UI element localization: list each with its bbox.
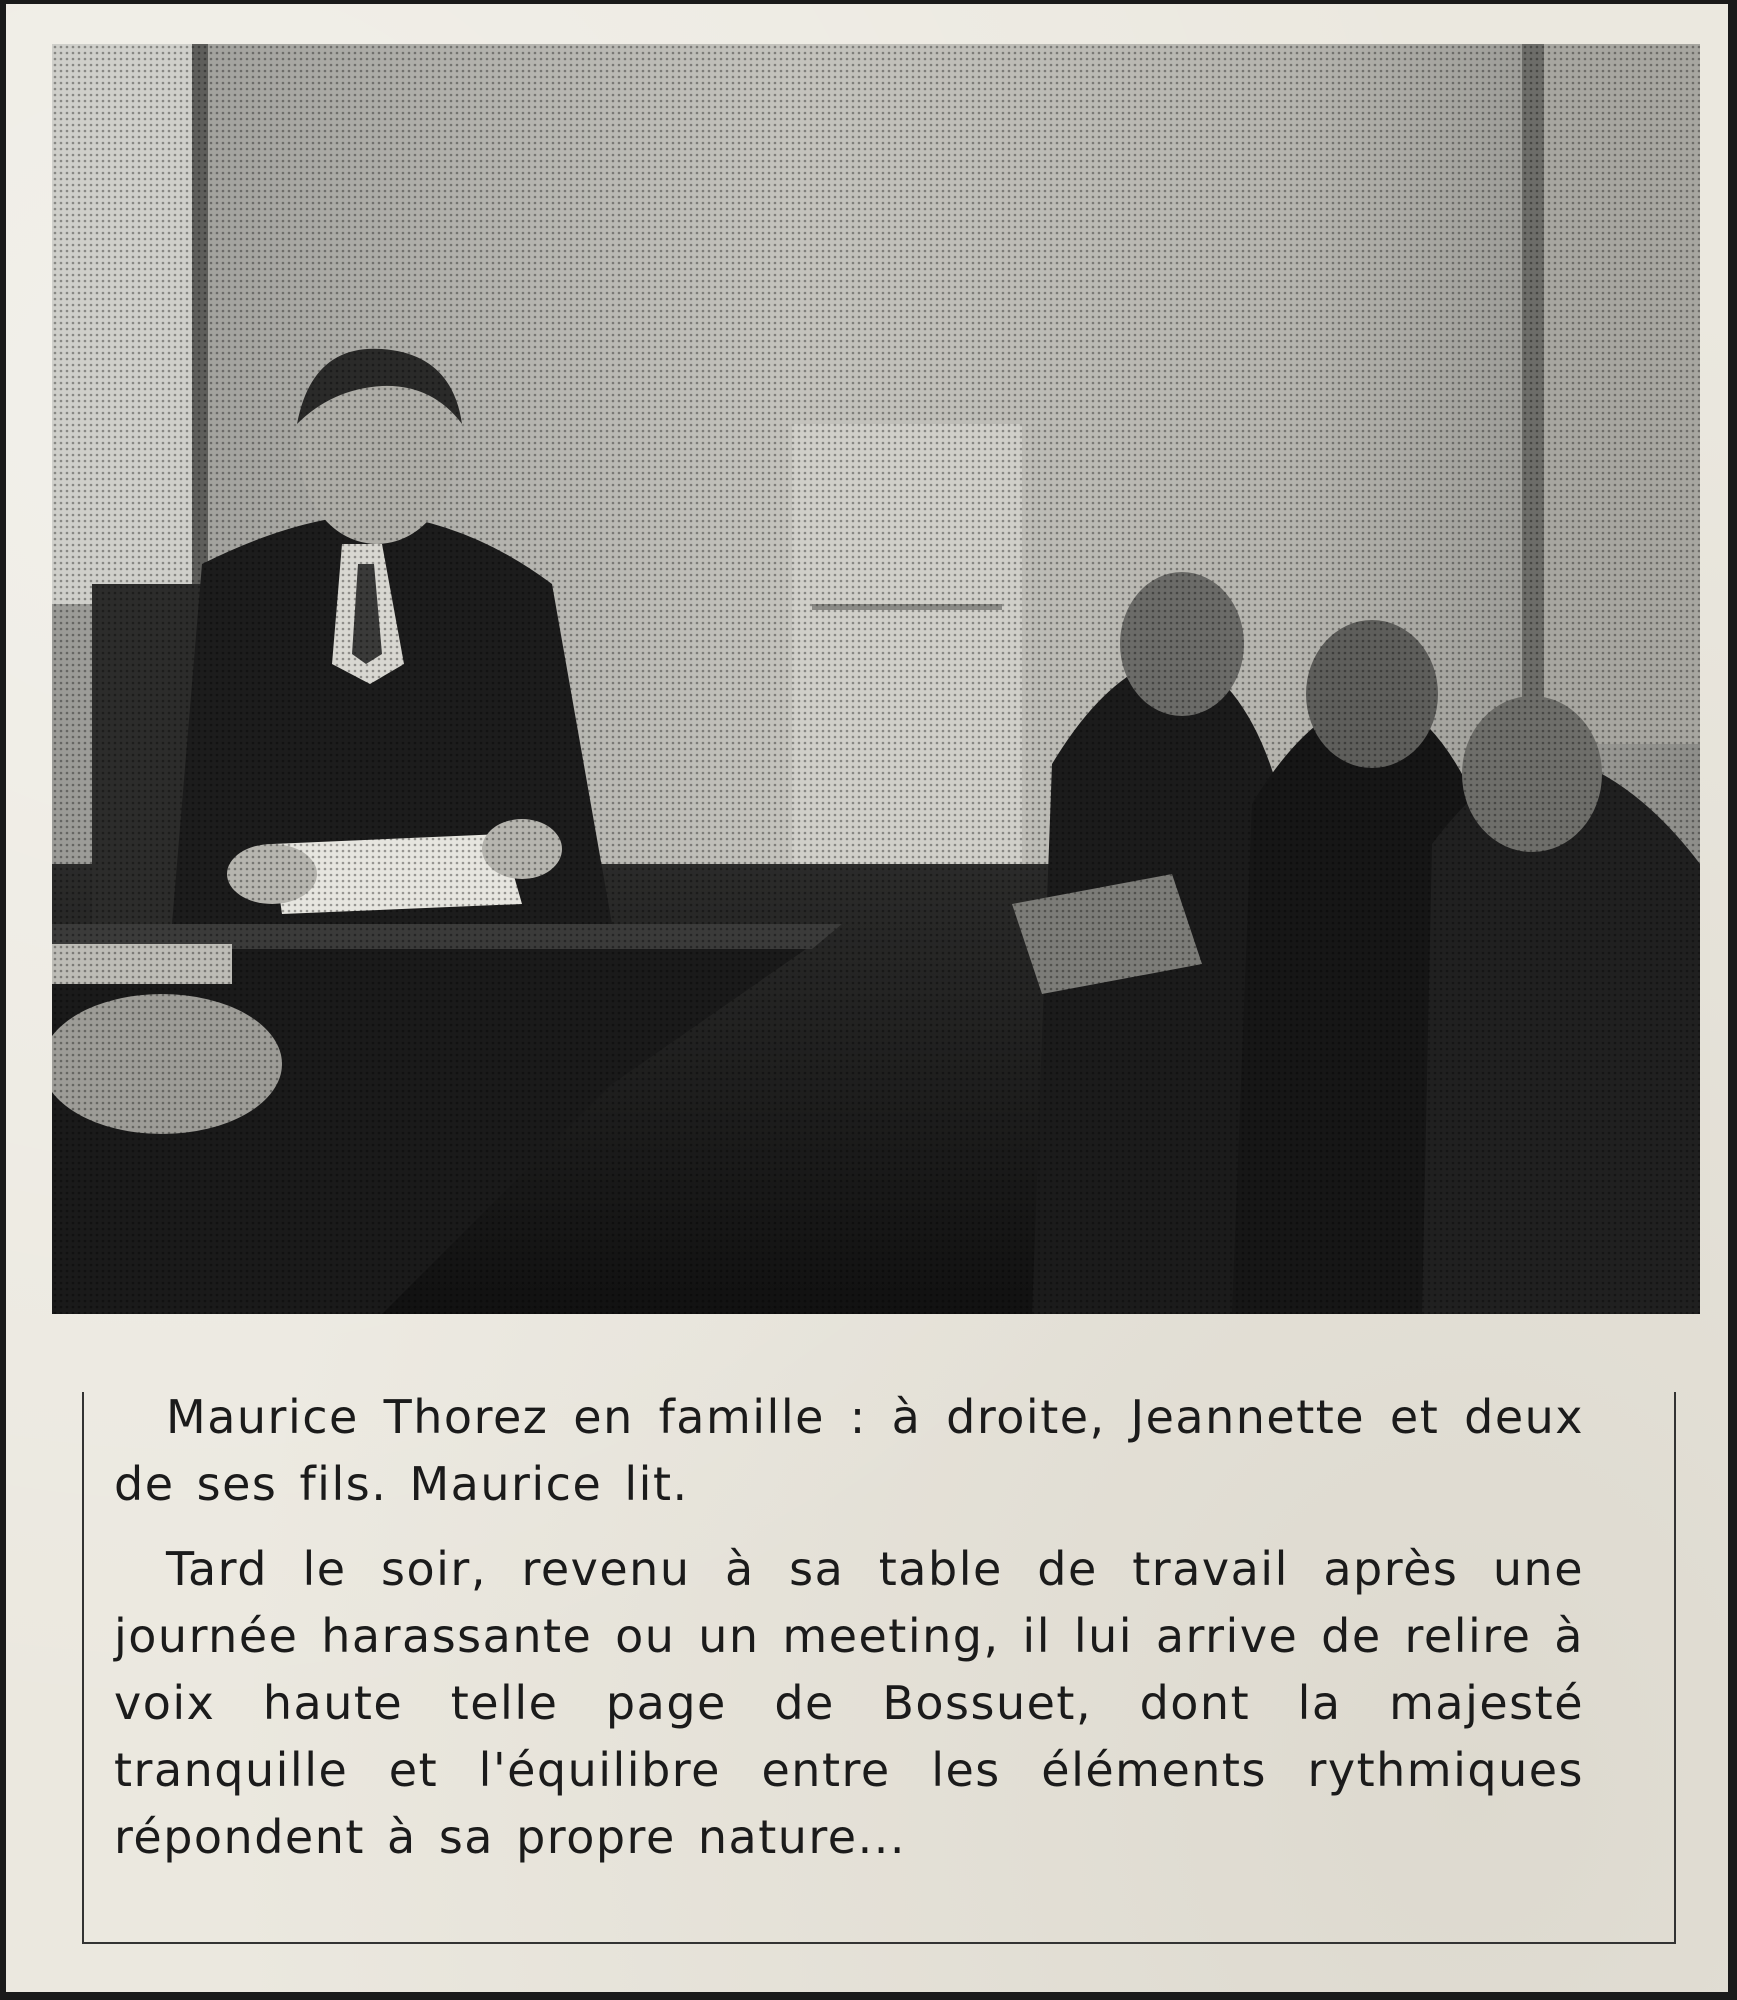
caption-title-paragraph: Maurice Thorez en famille : à droite, Jeannette et deux de ses fils. Maurice lit. [114,1390,1584,1511]
caption [114,1384,1584,1871]
photo-scene [52,44,1700,1314]
newspaper-clipping [6,4,1728,1992]
family-photograph [52,44,1700,1314]
caption-body-paragraph: Tard le soir, revenu à sa table de travail après une journée harassante ou un meeting, il lui arrive de relire à voix haute telle page de Bossuet, dont la majesté tranquille et l'équilibre entre les éléments rythmiques répondent à sa propre nature... [114,1542,1584,1864]
halftone-screen [52,44,1700,1314]
